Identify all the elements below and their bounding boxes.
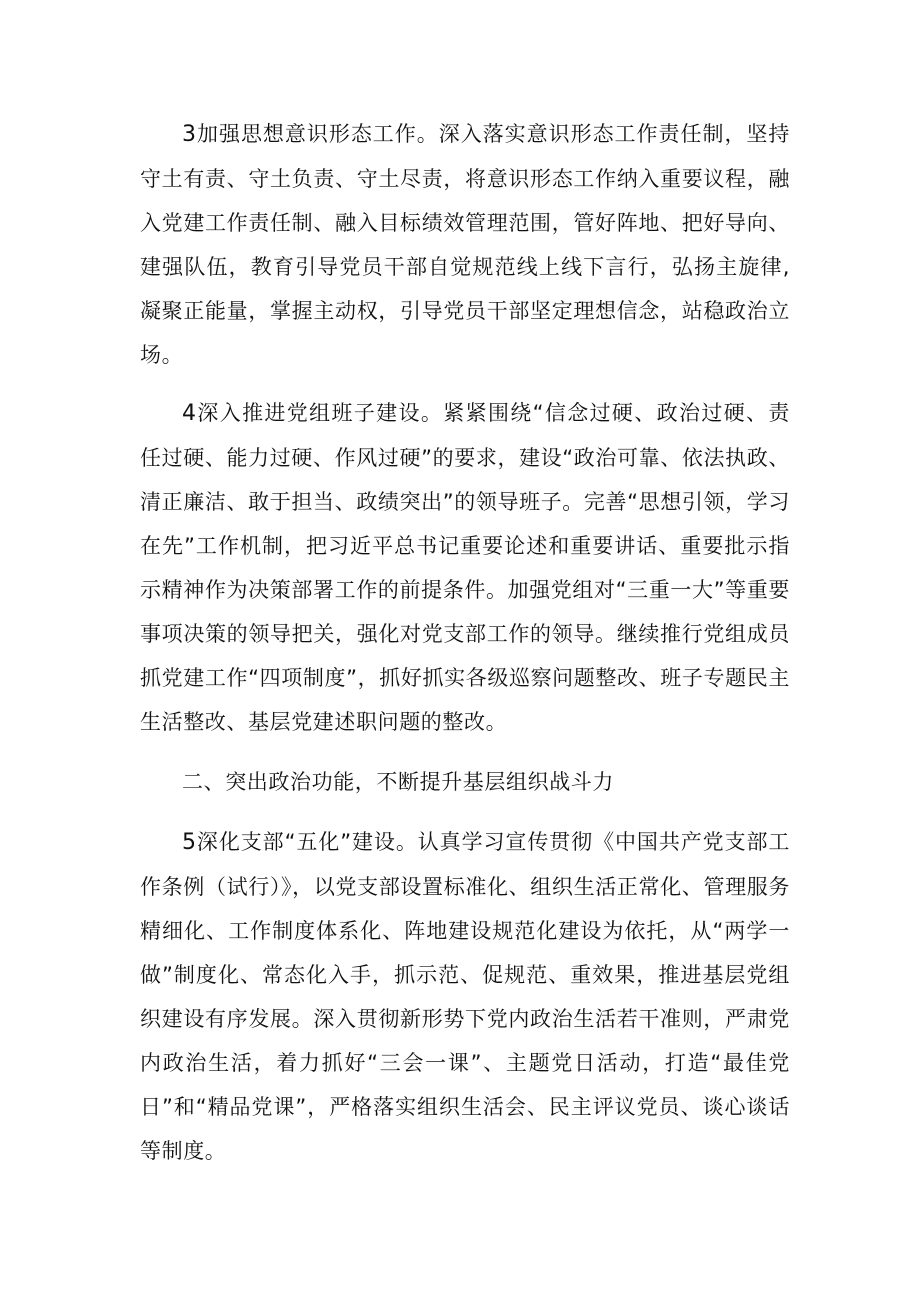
paragraph-4 bbox=[140, 391, 790, 744]
paragraph-3 bbox=[140, 112, 790, 377]
paragraph-number: 5 bbox=[182, 830, 197, 855]
section-heading: 二、突出政治功能，不断提升基层组织战斗力 bbox=[182, 770, 614, 794]
paragraph-number: 3 bbox=[182, 122, 197, 147]
paragraph-5 bbox=[140, 820, 790, 1173]
paragraph-text: 深入推进党组班子建设。紧紧围绕“信念过硬、政治过硬、责任过硬、能力过硬、作风过硬”的要求，建设“政治可靠、依法执政、清正廉洁、敢于担当、政绩突出”的领导班子。完善“思想引领，学习在先”工作机制，把习近平总书记重要论述和重要讲话、重要批示指示精神作为决策部署工作的前提条件。加强党组对“三重一大”等重要事项决策的领导把关，强化对党支部工作的领导。继续推行党组成员抓党建工作“四项制度”，抓好抓实各级巡察问题整改、班子专题民主生活整改、基层党建述职问题的整改。 bbox=[140, 401, 790, 734]
document-body bbox=[140, 112, 790, 1173]
paragraph-number: 4 bbox=[182, 401, 197, 426]
paragraph-text: 加强思想意识形态工作。深入落实意识形态工作责任制，坚持守土有责、守土负责、守土尽责，将意识形态工作纳入重要议程，融入党建工作责任制、融入目标绩效管理范围，管好阵地、把好导向、建强队伍，教育引导党员干部自觉规范线上线下言行，弘扬主旋律,凝聚正能量，掌握主动权，引导党员干部坚定理想信念，站稳政治立场。 bbox=[140, 122, 790, 367]
paragraph-text: 深化支部“五化”建设。认真学习宣传贯彻《中国共产党支部工作条例（试行）》，以党支部设置标准化、组织生活正常化、管理服务精细化、工作制度体系化、阵地建设规范化建设为依托，从“两学一做”制度化、常态化入手，抓示范、促规范、重效果，推进基层党组织建设有序发展。深入贯彻新形势下党内政治生活若干准则，严肃党内政治生活，着力抓好“三会一课”、主题党日活动，打造“最佳党日”和“精品党课”，严格落实组织生活会、民主评议党员、谈心谈话等制度。 bbox=[140, 830, 790, 1163]
